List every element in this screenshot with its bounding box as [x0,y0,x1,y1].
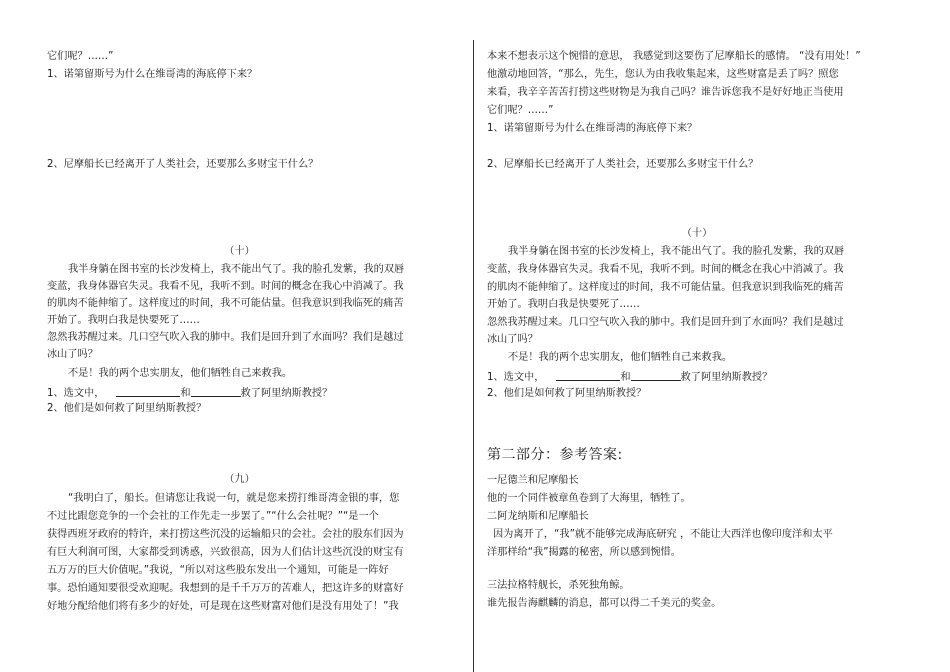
fill-question [487,369,772,385]
answer-line: 谁先报告海麒麟的消息，都可以得二千美元的奖金。 [487,598,722,609]
question-1: 1、诺第留斯号为什么在维哥湾的海底停下来？ [487,123,698,134]
passage-line: 我半身躺在图书室的长沙发椅上，我不能出气了。我的脸孔发紫，我的双唇 [68,264,405,275]
passage-line: 不是！我的两个忠实朋友，他们牺牲自己来救我。 [68,368,293,379]
passage-line: 好地分配给他们将有多少的好处，可是现在这些财富对他们是没有用处了！”我 [47,601,399,612]
fill-question-and: 和 [620,372,631,383]
passage-line: 的肌肉不能伸缩了。这样度过的时间，我不可能估量。但我意识到我临死的痛苦 [487,282,844,293]
answer-line: 一尼德兰和尼摩船长 [487,475,579,486]
answer-line: 他的一个同伴被章鱼卷到了大海里，牺牲了。 [487,493,691,504]
passage-line: 事。恐怕通知要很受欢迎呢。我想到的是千千万万的苦难人，把这许多的财富好 [47,583,404,594]
question-2: 2、他们是如何救了阿里纳斯教授？ [487,388,647,399]
section-heading: （九） [224,474,255,485]
passage-line: 五万万的巨大价值呢。”我说，“所以对这些股东发出一个通知，可能是一阵好 [47,565,389,576]
passage-line: 他激动地回答，“那么，先生，您认为由我收集起来，这些财富是丢了吗？照您 [487,69,839,80]
question-2: 2、尼摩船长已经离开了人类社会，还要那么多财宝干什么？ [47,159,319,170]
fill-question-end: 救了阿里纳斯教授？ [680,372,773,383]
passage-line: 冰山了吗？ [47,349,98,360]
answer-line: 洋那样给“我”揭露的秘密，所以感到惋惜。 [487,547,681,558]
answer-line: 因为离开了，“我”就不能够完成海底研究 ，不能让大西洋也像印度洋和太平 [493,529,833,540]
passage-line: 的肌肉不能伸缩了。这样度过的时间，我不可能估量。但我意识到我临死的痛苦 [47,298,404,309]
fill-question-start: 1、选文中， [47,388,105,399]
passage-line: “我明白了，船长。但请您让我说一句，就是您来捞打维哥湾金银的事，您 [68,493,400,504]
passage-line: 有巨大利润可图，大家都受到诱惑，兴致很高，因为人们估计这些沉没的财宝有 [47,547,404,558]
passage-line: 本来不想表示这个惋惜的意思， 我感觉到这要伤了尼摩船长的感情。 “没有用处！” [487,51,861,62]
passage-line: 忽然我苏醒过来。几口空气吹入我的肺中。我们是回升到了水面吗？我们是越过 [47,332,404,343]
fill-question-start: 1、选文中， [487,372,545,383]
passage-line: 开始了。我明白我是快要死了…… [47,315,200,326]
fill-question-and: 和 [180,388,191,399]
passage-line: 冰山了吗？ [487,334,538,345]
passage-line: 获得西班牙政府的特许，来打捞这些沉没的运输船只的会社。会社的股东们因为 [47,529,404,540]
passage-line: 不过比跟您竞争的一个会社的工作先走一步罢了。”“什么会社呢？”“是一个 [47,511,379,522]
answer-blank[interactable] [116,385,180,397]
section-heading: （十） [224,246,255,257]
passage-line: 开始了。我明白我是快要死了…… [487,299,640,310]
section-heading: （十） [681,228,713,239]
question-2: 2、他们是如何救了阿里纳斯教授？ [47,403,207,414]
passage-line: 我半身躺在图书室的长沙发椅上，我不能出气了。我的脸孔发紫，我的双唇 [508,246,845,257]
answers-heading: 第二部分：参考答案: [487,447,623,463]
passage-line: 变蓝，我身体器官失灵。我看不见，我听不到。时间的概念在我心中消减了。我 [487,264,844,275]
passage-line: 忽然我苏醒过来。几口空气吹入我的肺中。我们是回升到了水面吗？我们是越过 [487,317,844,328]
passage-line: 变蓝，我身体器官失灵。我看不见，我听不到。时间的概念在我心中消减了。我 [47,281,404,292]
passage-line: 它们呢？……” [487,105,554,116]
answer-blank[interactable] [556,369,620,381]
passage-line: 来看，我辛辛苦苦打捞这些财物是为我自己吗？谁告诉您我不是好好地正当使用 [487,87,844,98]
question-1: 1、诺第留斯号为什么在维哥湾的海底停下来？ [47,69,258,80]
column-divider [473,40,474,672]
question-2: 2、尼摩船长已经离开了人类社会，还要那么多财宝干什么？ [487,159,759,170]
fill-question [47,385,332,401]
answer-line: 三法拉格特舰长，杀死独角鲸。 [487,580,630,591]
fill-question-end: 救了阿里纳斯教授？ [240,388,333,399]
passage-line: 不是！我的两个忠实朋友，他们牺牲自己来救我。 [508,352,733,363]
answer-line: 二阿龙纳斯和尼摩船长 [487,511,589,522]
answer-blank[interactable] [191,385,241,397]
passage-tail: 它们呢？……” [47,51,114,62]
answer-blank[interactable] [631,369,681,381]
